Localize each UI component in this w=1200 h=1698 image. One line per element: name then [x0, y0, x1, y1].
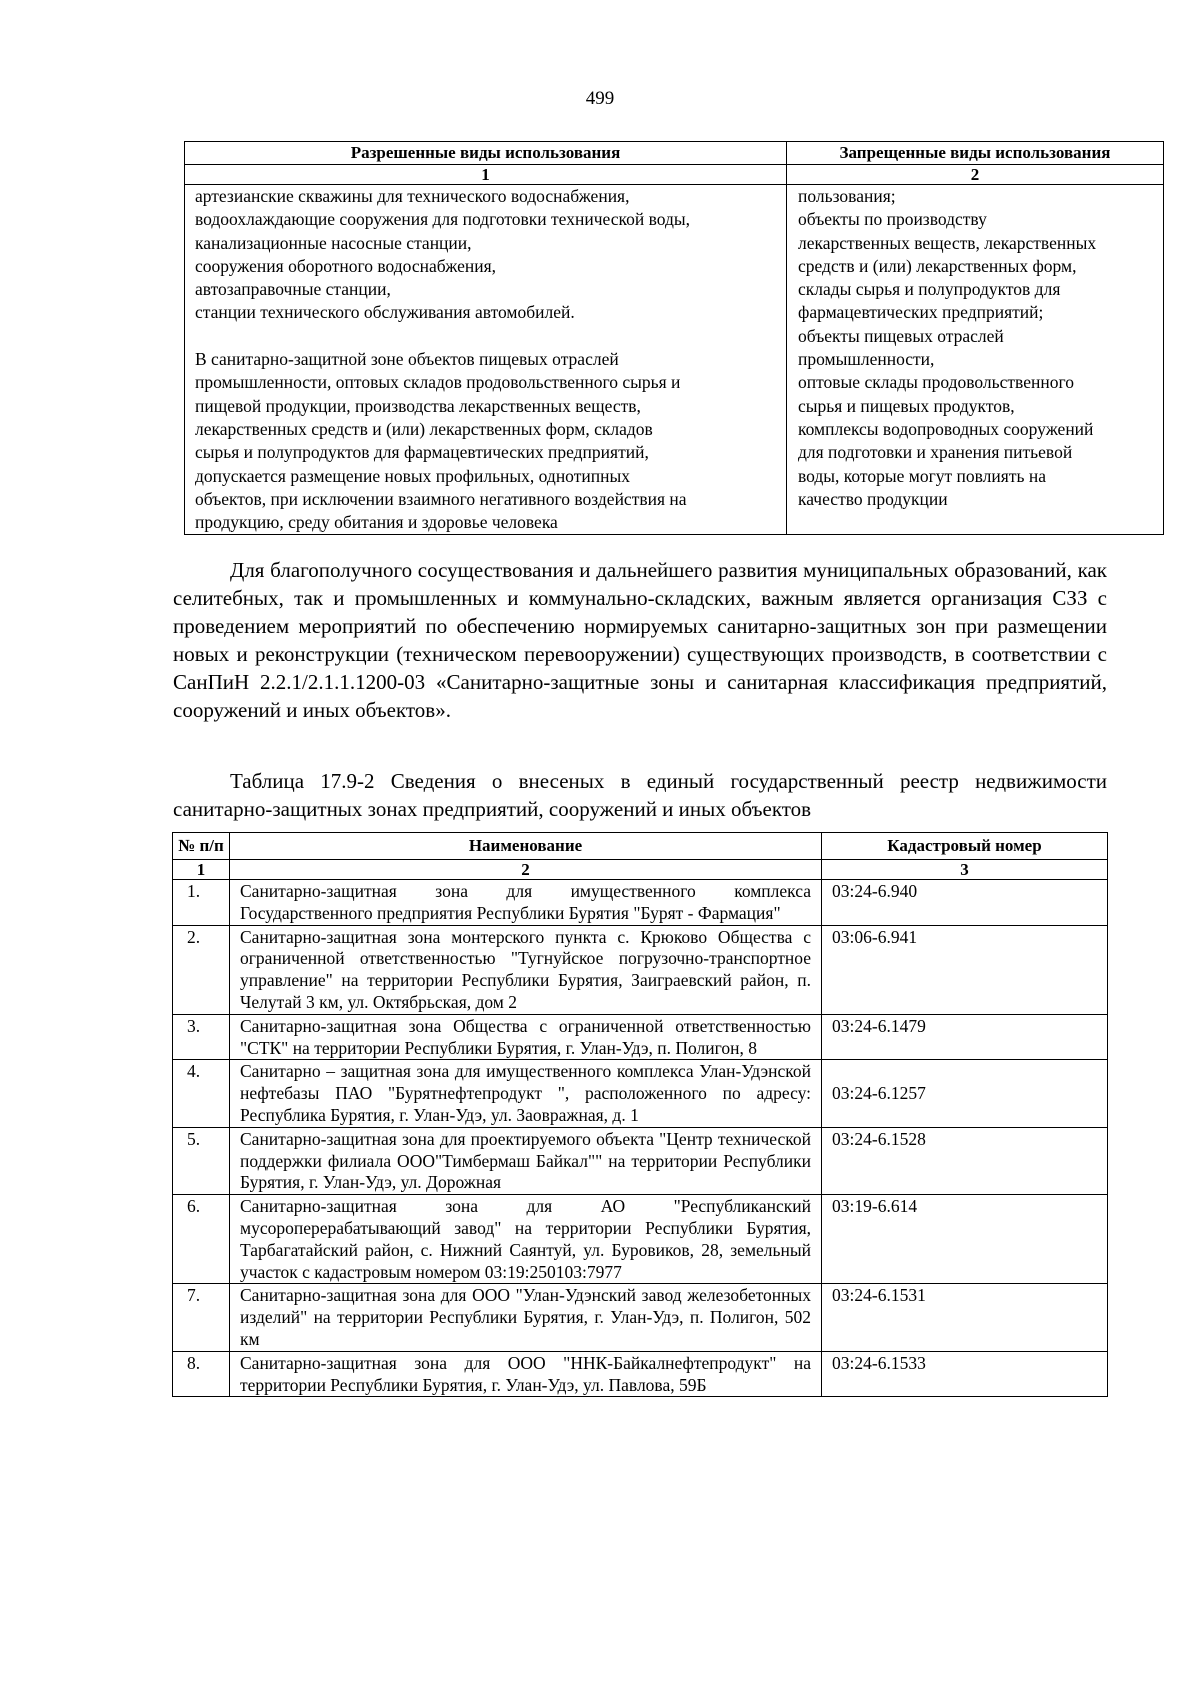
column-number: 1: [173, 860, 230, 880]
zone-name: Санитарно-защитная зона для ООО "Улан-Удэнский завод железобетонных изделий" на территории Республики Бурятия, г. Улан-Удэ, п. Полигон, 502 км: [230, 1284, 822, 1351]
row-number: 7.: [173, 1284, 230, 1351]
caption-text: Таблица 17.9-2 Сведения о внесеных в единый государственный реестр недвижимости санитарно-защитных зонах предприятий, сооружений и иных объектов: [173, 769, 1107, 821]
table-row: [173, 880, 1108, 926]
zone-name: Санитарно-защитная зона монтерского пункта с. Крюково Общества с ограниченной ответственностью "Тугнуйское погрузочно-транспортное управление" на территории Республики Бурятия, Заиграевский район, п. Челутай 3 км, ул. Октябрьская, дом 2: [230, 925, 822, 1014]
allowed-uses-cell: артезианские скважины для технического водоснабжения, водоохлаждающие сооружения для подготовки технической воды, канализационные насосные станции, сооружения оборотного водоснабжения, автозаправочные станции, станции технического обслуживания автомобилей. В санитарно-защитной зоне объектов пищевых отраслей промышленности, оптовых складов продовольственного сырья и пищевой продукции, производства лекарственных веществ, лекарственных средств и (или) лекарственных форм, складов сырья и полупродуктов для фармацевтических предприятий, допускается размещение новых профильных, однотипных объектов, при исключении взаимного негативного воздействия на продукцию, среду обитания и здоровье человека: [185, 185, 787, 535]
number-header: № п/п: [173, 833, 230, 860]
table-row: [173, 925, 1108, 1014]
cadastral-number: 03:24-6.1479: [822, 1014, 1108, 1060]
cadastral-number: 03:24-6.1533: [822, 1351, 1108, 1397]
table-row: [173, 1195, 1108, 1284]
land-use-table: [184, 141, 1164, 535]
zone-name: Санитарно – защитная зона для имущественного комплекса Улан-Удэнской нефтебазы ПАО "Бурятнефтепродукт ", расположенного по адресу: Республика Бурятия, г. Улан-Удэ, ул. Заовражная, д. 1: [230, 1060, 822, 1127]
cadastral-number: 03:06-6.941: [822, 925, 1108, 1014]
table-row: [173, 1284, 1108, 1351]
table-row: [173, 1351, 1108, 1397]
sanitary-zones-table: [172, 832, 1108, 1397]
zone-name: Санитарно-защитная зона для проектируемого объекта "Центр технической поддержки филиала ООО"Тимбермаш Байкал"" на территории Республики Бурятия, г. Улан-Удэ, ул. Дорожная: [230, 1127, 822, 1194]
column-number-row: [185, 165, 1164, 185]
forbidden-uses-cell: пользования; объекты по производству лекарственных веществ, лекарственных средств и (или) лекарственных форм, склады сырья и полупродуктов для фармацевтических предприятий; объекты пищевых отраслей промышленности, оптовые склады продовольственного сырья и пищевых продуктов, комплексы водопроводных сооружений для подготовки и хранения питьевой воды, которые могут повлиять на качество продукции: [787, 185, 1164, 535]
zone-name: Санитарно-защитная зона для АО "Республиканский мусороперерабатывающий завод" на территории Республики Бурятия, Тарбагатайский район, с. Нижний Саянтуй, ул. Буровиков, 28, земельный участок с кадастровым номером 03:19:250103:7977: [230, 1195, 822, 1284]
cadastral-number: 03:24-6.1257: [822, 1060, 1108, 1127]
zone-name: Санитарно-защитная зона для имущественного комплекса Государственного предприятия Республики Бурятия "Бурят - Фармация": [230, 880, 822, 926]
table-row: [173, 1127, 1108, 1194]
row-number: 4.: [173, 1060, 230, 1127]
table-row: [185, 185, 1164, 535]
table-caption: [173, 767, 1107, 823]
table-header-row: [185, 142, 1164, 165]
allowed-uses-header: Разрешенные виды использования: [185, 142, 787, 165]
paragraph-text: Для благополучного сосуществования и дальнейшего развития муниципальных образований, как селитебных, так и промышленных и коммунально-складских, важным является организация СЗЗ с проведением мероприятий по обеспечению нормируемых санитарно-защитных зон при размещении новых и реконструкции (техническом перевооружении) существующих производств, в соответствии с СанПиН 2.2.1/2.1.1.1200-03 «Санитарно-защитные зоны и санитарная классификация предприятий, сооружений и иных объектов».: [173, 558, 1107, 722]
column-number: 3: [822, 860, 1108, 880]
row-number: 2.: [173, 925, 230, 1014]
table-row: [173, 1060, 1108, 1127]
page-number: 499: [585, 88, 615, 109]
cadastral-number: 03:24-6.940: [822, 880, 1108, 926]
cadastral-number: 03:24-6.1528: [822, 1127, 1108, 1194]
row-number: 1.: [173, 880, 230, 926]
cadastral-header: Кадастровый номер: [822, 833, 1108, 860]
forbidden-uses-header: Запрещенные виды использования: [787, 142, 1164, 165]
column-number: 1: [185, 165, 787, 185]
column-number-row: [173, 860, 1108, 880]
row-number: 8.: [173, 1351, 230, 1397]
zone-name: Санитарно-защитная зона для ООО "ННК-Байкалнефтепродукт" на территории Республики Бурятия, г. Улан-Удэ, ул. Павлова, 59Б: [230, 1351, 822, 1397]
cadastral-number: 03:24-6.1531: [822, 1284, 1108, 1351]
column-number: 2: [230, 860, 822, 880]
name-header: Наименование: [230, 833, 822, 860]
zone-name: Санитарно-защитная зона Общества с ограниченной ответственностью "СТК" на территории Республики Бурятия, г. Улан-Удэ, п. Полигон, 8: [230, 1014, 822, 1060]
table-header-row: [173, 833, 1108, 860]
body-paragraph: [173, 556, 1107, 724]
table-row: [173, 1014, 1108, 1060]
row-number: 6.: [173, 1195, 230, 1284]
column-number: 2: [787, 165, 1164, 185]
cadastral-number: 03:19-6.614: [822, 1195, 1108, 1284]
row-number: 3.: [173, 1014, 230, 1060]
row-number: 5.: [173, 1127, 230, 1194]
